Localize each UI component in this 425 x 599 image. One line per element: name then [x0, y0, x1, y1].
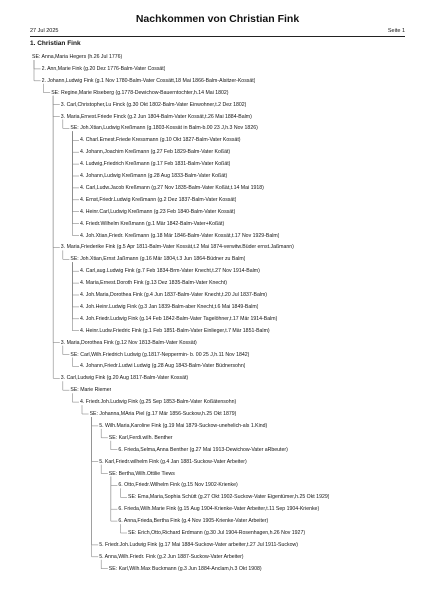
descendant-entry: 5. Wilh.Maria,Karoline Fink (g.19 Mai 1879-Suckow-unehelich-als 1.Kind)	[99, 422, 268, 429]
descendant-entry: 4. Ernst,Friedr.Ludwig Kreßmann (g.2 Dez 1837-Balm-Vater Kossät)	[80, 196, 237, 203]
spouse-entry: SE: Karl,Ferdi.wilh. Benther	[108, 434, 173, 441]
spouse-entry: SE: Bertha,Wilh.Ottilie Tiews	[108, 470, 175, 477]
descendant-entry: 4. Joh.Heinr.Ludwig Fink (g.3 Jan 1839-Balm-aber Knecht,t.6 Mai 1849-Balm)	[80, 303, 259, 310]
descendant-entry: 6. Otto,Friedr.Wilhelm Fink (g.15 Nov 1902-Krienke)	[118, 482, 238, 489]
spouse-entry: SE: Erich,Otto,Richard Erdmann (g.30 Jul 1904-Rosenhagen,h.26 Nov 1927)	[128, 530, 306, 536]
descendant-entry: 5. Karl,Friedr.wilhelm Fink (g.4 Jan 1881-Suckow-Vater Arbeiter)	[99, 458, 247, 465]
descendant-entry: 4. Friedr.Joh.Ludwig Fink (g.25 Sep 1853-Balm-Vater Koßätensohn)	[80, 399, 237, 406]
spouse-entry: SE: Anna,Maria Hegers (h.26 Jul 1776)	[32, 54, 123, 60]
descendant-entry: 4. Heinr.Carl,Ludwig Kreßmann (g.23 Feb 1840-Balm-Vater Kossät)	[80, 208, 236, 215]
descendant-entry: 5. Anna,Wilh.Friedr. Fink (g.2 Jun 1887-Suckow-Vater Arbeiter)	[99, 553, 244, 560]
spouse-entry: SE: Joh.Xtian,Ludwig Kreßmann (g.1803-Kossät in Balm-b.00 23 J,h.3 Nov 1826)	[70, 125, 258, 132]
spouse-entry: SE: Karl,Wilh.Max Buckmann (g.3 Jun 1884-Anclam,h.3 Okt 1908)	[108, 565, 262, 572]
descendant-entry: 4. Joh.Maria,Dorothea Fink (g.4 Jun 1837-Balm-Vater Knecht,t.20 Jul 1837-Balm)	[80, 292, 268, 298]
section-title: 1. Christian Fink	[30, 40, 81, 47]
spouse-entry: SE: Marie Riemer	[70, 387, 112, 394]
descendant-entry: 4. Joh.Xtian,Friedr. Kreßmann (g.18 Mär 1846-Balm-Vater Kossät,t.17 Nov 1929-Balm)	[80, 232, 280, 239]
descendant-entry: 2. Johann,Ludwig Fink (g.1 Nov 1780-Balm-Vater Cossätt,18 Mai 1866-Balm-Alsitzer-Kossät)	[41, 77, 256, 84]
descendant-entry: 4. Carl,Ludw.Jacob Kreßmann (g.27 Nov 1835-Balm-Vater Koßät,t.14 Mai 1918)	[80, 184, 264, 191]
descendant-entry: 6. Frieda,Selma,Anna Benther (g.27 Mai 1913-Dewichow-Vater aRbeuter)	[118, 446, 288, 453]
descendant-entry: 4. Johann,Joachim Kreßmann (g.27 Feb 1829-Balm-Vater Koßät)	[80, 149, 231, 156]
descendant-entry: 2. Ann,Marie Fink (g.20 Dez 1776-Balm-Vater Cossät)	[41, 65, 166, 72]
descendant-entry: 3. Maria,Dorothea Fink (g.12 Nov 1813-Balm-Vater Kossät)	[60, 339, 197, 346]
descendant-entry: 6. Anna,Frieda,Bertha Fink (g.4 Nov 1905-Krienke-Vater Arbeiter)	[118, 518, 269, 525]
spouse-entry: SE: Ema,Maria,Sophia Schütt (g.27 Okt 1902-Suckow-Vater Eigentümer,h.25 Okt 1929)	[128, 494, 330, 501]
descendant-entry: 4. Charl.Ernest.Friede Kressmann (g.10 Okt 1827-Balm-Vater Kossät)	[80, 137, 241, 144]
descendant-entry: 4. Ludwig,Friedrich Kreßmann (g.17 Feb 1831-Balm-Vater Koßät)	[80, 161, 231, 168]
spouse-entry: SE: Regine,Marie Riseberg (g.1778-Dewichow-Bauerntochter,h.14 Mai 1802)	[51, 89, 229, 96]
descendant-entry: 4. Johann,Ludwig Kreßmann (g.28 Aug 1833-Balm-Vater Koßät)	[80, 173, 228, 179]
descendant-entry: 4. Johann,Friedr.Ludwi Ludwig (g.28 Aug 1843-Balm-Vater Büdnersohn)	[80, 363, 246, 370]
spouse-entry: SE: Carl,Wilh.Friedrich Ludwig (g.1817-Neppermin- b. 00 25 J,h.11 Nov 1842)	[70, 351, 250, 358]
descendant-entry: 3. Maria,Ernest.Friede Finck (g.2 Jun 1804-Balm-Vater Kossät,t.26 Mai 1884-Balm)	[60, 113, 252, 120]
report-title: Nachkommen von Christian Fink	[135, 13, 300, 25]
page-number: Seite 1	[387, 28, 405, 34]
descendant-entry: 4. Heinr.Ludw.Friedric Fink (g.1 Feb 1851-Balm-Vater Einlieger,t.7 Mär 1851-Balm)	[80, 327, 270, 334]
report-date: 27 Jul 2025	[30, 28, 59, 34]
spouse-entry: SE: Johanna,MAria Piel (g.17 Mär 1856-Suckow,h.25 Okt 1879)	[89, 411, 237, 417]
descendant-entry: 3. Carl,Christopher,Lu Finck (g.30 Okt 1802-Balm-Vater Einwohner,t.2 Dez 1802)	[60, 101, 247, 108]
descendant-entry: 4. Joh.Friedr.Ludwig Fink (g.14 Feb 1842-Balm-Vater Tagelöhner,t.17 Mär 1914-Balm)	[80, 315, 278, 322]
spouse-entry: SE: Joh.Xtian,Ernst Jaßmann (g.16 Mär 1804,t.3 Jun 1864-Büdner zu Balm)	[70, 256, 246, 263]
descendant-entry: 3. Carl,Ludwig Fink (g.20 Aug 1817-Balm-Vater Kossät)	[60, 375, 189, 382]
descendant-entry: 5. Friedr.Joh.Ludwig Fink (g.17 Mai 1884-Suckow-Vater arbeiter,t.27 Jul 1911-Suckow)	[99, 541, 298, 548]
descendant-entry: 6. Frieda,Wilh.Marie Fink (g.15 Aug 1904-Krienke-Vater Arbeiter,t.11 Sep 1904-Krienke)	[118, 506, 320, 513]
descendant-entry: 3. Maria,Friederike Fink (g.5 Apr 1811-Balm-Vater Kossät,t.2 Mai 1874-verwitw.Büder ernst.Jaßmann)	[60, 244, 294, 251]
descendant-entry: 4. Carl,aug.Ludwig Fink (g.7 Feb 1834-Brm-Vater Knecht,t.27 Nov 1914-Balm)	[80, 268, 260, 275]
descendant-entry: 4. Maria,Ernest.Doroth Fink (g.13 Dez 1835-Balm-Vater Knecht)	[80, 280, 227, 287]
descendant-entry: 4. Friedr.Wilhelm Kreßmann (g.1 Mär 1842-Balm-Vater+Koßät)	[80, 220, 225, 227]
